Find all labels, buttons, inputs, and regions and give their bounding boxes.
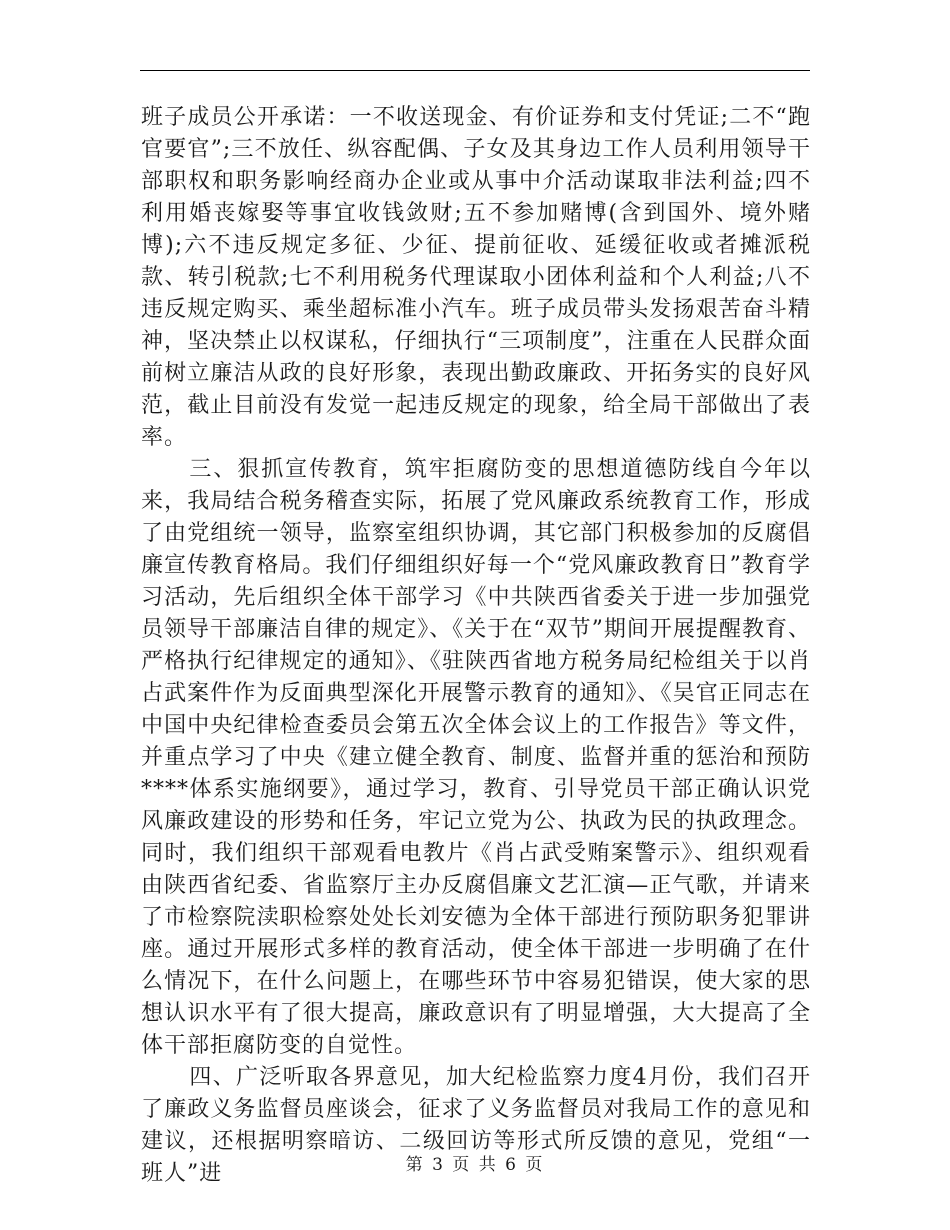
document-body — [141, 102, 811, 1190]
paragraph-supervision: 四、广泛听取各界意见，加大纪检监察力度4月份，我们召开了廉政义务监督员座谈会，征求了义务监督员对我局工作的意见和建议，还根据明察暗访、二级回访等形式所反馈的意见，党组“一班人”进 — [141, 1065, 811, 1186]
header-rule — [140, 70, 810, 71]
page-number: 第 3 页 共 6 页 — [405, 1155, 545, 1175]
paragraph-education: 三、狠抓宣传教育，筑牢拒腐防变的思想道德防线自今年以来，我局结合税务稽查实际，拓展了党风廉政系统教育工作，形成了由党组统一领导，监察室组织协调，其它部门积极参加的反腐倡廉宣传教育格局。我们仔细组织好每一个“党风廉政教育日”教育学习活动，先后组织全体干部学习《中共陕西省委关于进一步加强党员领导干部廉洁自律的规定》、《关于在“双节”期间开展提醒教育、严格执行纪律规定的通知》、《驻陕西省地方税务局纪检组关于以肖占武案件作为反面典型深化开展警示教育的通知》、《吴官正同志在中国中央纪律检查委员会第五次全体会议上的工作报告》等文件，并重点学习了中央《建立健全教育、制度、监督并重的惩治和预防****体系实施纲要》，通过学习，教育、引导党员干部正确认识党风廉政建设的形势和任务，牢记立党为公、执政为民的执政理念。同时，我们组织干部观看电教片《肖占武受贿案警示》、组织观看由陕西省纪委、省监察厅主办反腐倡廉文艺汇演—正气歌，并请来了市检察院渎职检察处处长刘安德为全体干部进行预防职务犯罪讲座。通过开展形式多样的教育活动，使全体干部进一步明确了在什么情况下，在什么问题上，在哪些环节中容易犯错误，使大家的思想认识水平有了很大提高，廉政意识有了明显增强，大大提高了全体干部拒腐防变的自觉性。 — [141, 457, 811, 1058]
paragraph-commitments: 班子成员公开承诺：一不收送现金、有价证券和支付凭证;二不“跑官要官”;三不放任、纵容配偶、子女及其身边工作人员利用领导干部职权和职务影响经商办企业或从事中介活动谋取非法利益;四不利用婚丧嫁娶等事宜收钱敛财;五不参加赌博(含到国外、境外赌博);六不违反规定多征、少征、提前征收、延缓征收或者摊派税款、转引税款;七不利用税务代理谋取小团体利益和个人利益;八不违反规定购买、乘坐超标准小汽车。班子成员带头发扬艰苦奋斗精神，坚决禁止以权谋私，仔细执行“三项制度”，注重在人民群众面前树立廉洁从政的良好形象，表现出勤政廉政、开拓务实的良好风范，截止目前没有发觉一起违反规定的现象，给全局干部做出了表率。 — [141, 105, 811, 450]
